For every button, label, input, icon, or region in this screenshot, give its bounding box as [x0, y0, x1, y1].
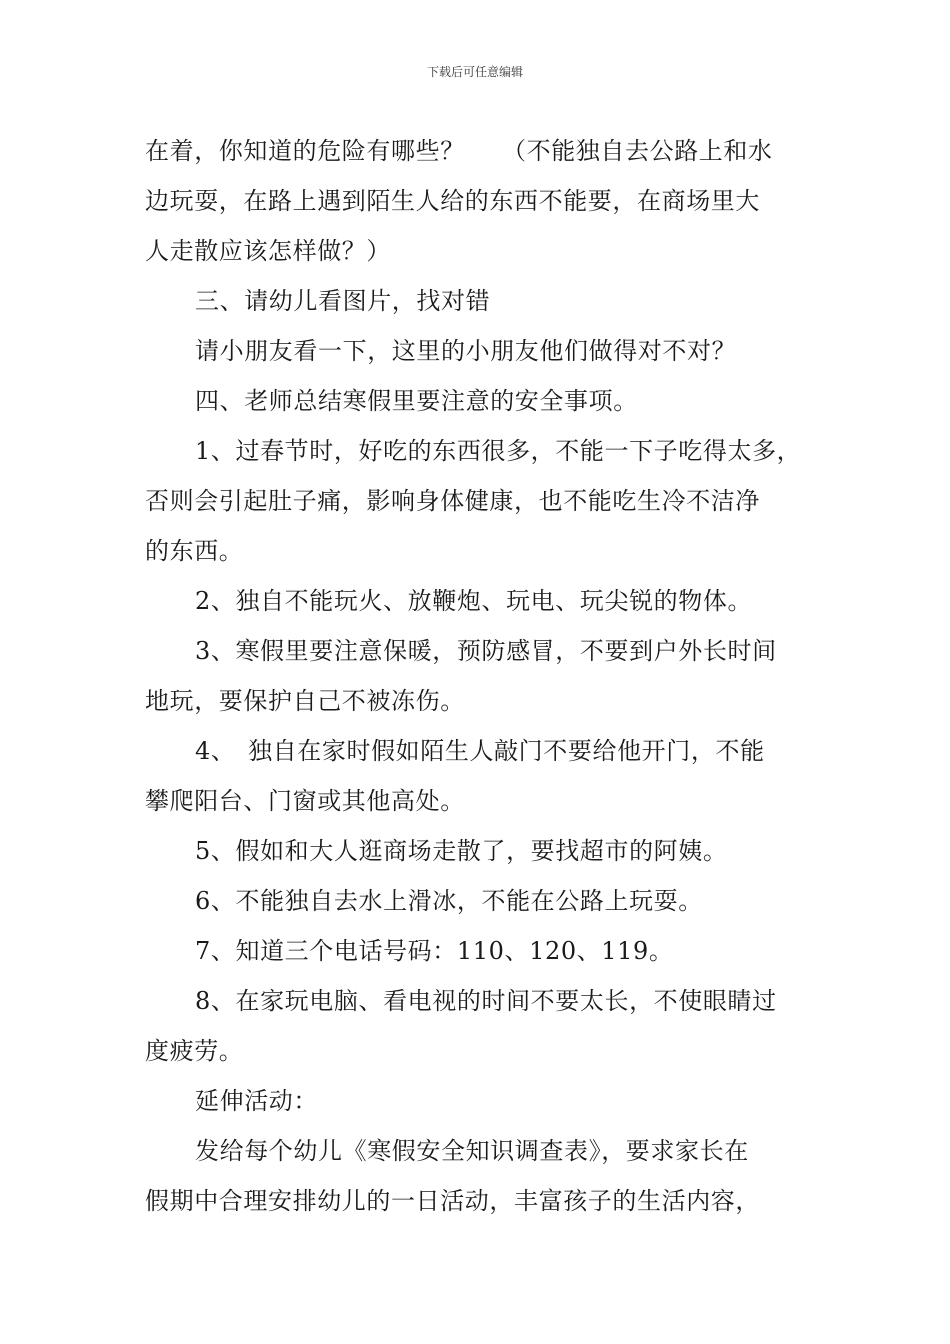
- list-item-8: 8、在家玩电脑、看电视的时间不要太长，不使眼睛过: [195, 987, 777, 1015]
- list-item-1: 1、过春节时，好吃的东西很多，不能一下子吃得太多，: [195, 437, 802, 465]
- section-heading-4: 四、老师总结寒假里要注意的安全事项。: [195, 387, 638, 415]
- text-line: 地玩，要保护自己不被冻伤。: [145, 687, 465, 715]
- text-line: 请小朋友看一下，这里的小朋友他们做得对不对？: [195, 337, 737, 365]
- text-line: 边玩耍，在路上遇到陌生人给的东西不能要，在商场里大: [145, 187, 760, 215]
- text-line: 否则会引起肚子痛，影响身体健康，也不能吃生冷不洁净: [145, 487, 760, 515]
- text-line: 假期中合理安排幼儿的一日活动，丰富孩子的生活内容，: [145, 1187, 760, 1215]
- list-item-6: 6、不能独自去水上滑冰，不能在公路上玩耍。: [195, 887, 703, 915]
- text-line: 发给每个幼儿《寒假安全知识调查表》，要求家长在: [195, 1137, 749, 1165]
- extension-activity-heading: 延伸活动：: [195, 1087, 318, 1115]
- list-item-4: 4、 独自在家时假如陌生人敲门不要给他开门，不能: [195, 737, 765, 765]
- text-line: 在着，你知道的危险有哪些？ （不能独自去公路上和水: [145, 137, 773, 165]
- list-item-2: 2、独自不能玩火、放鞭炮、玩电、玩尖锐的物体。: [195, 587, 753, 615]
- list-item-7: 7、知道三个电话号码：110、120、119。: [195, 937, 674, 965]
- list-item-3: 3、寒假里要注意保暖，预防感冒，不要到户外长时间: [195, 637, 777, 665]
- text-line: 人走散应该怎样做？）: [145, 237, 391, 265]
- page-header-note: 下载后可任意编辑: [426, 65, 523, 79]
- document-body: [145, 126, 815, 1226]
- text-line: 攀爬阳台、门窗或其他高处。: [145, 787, 465, 815]
- text-line: 度疲劳。: [145, 1037, 244, 1065]
- text-line: 的东西。: [145, 537, 244, 565]
- section-heading-3: 三、请幼儿看图片，找对错: [195, 287, 491, 315]
- list-item-5: 5、假如和大人逛商场走散了，要找超市的阿姨。: [195, 837, 728, 865]
